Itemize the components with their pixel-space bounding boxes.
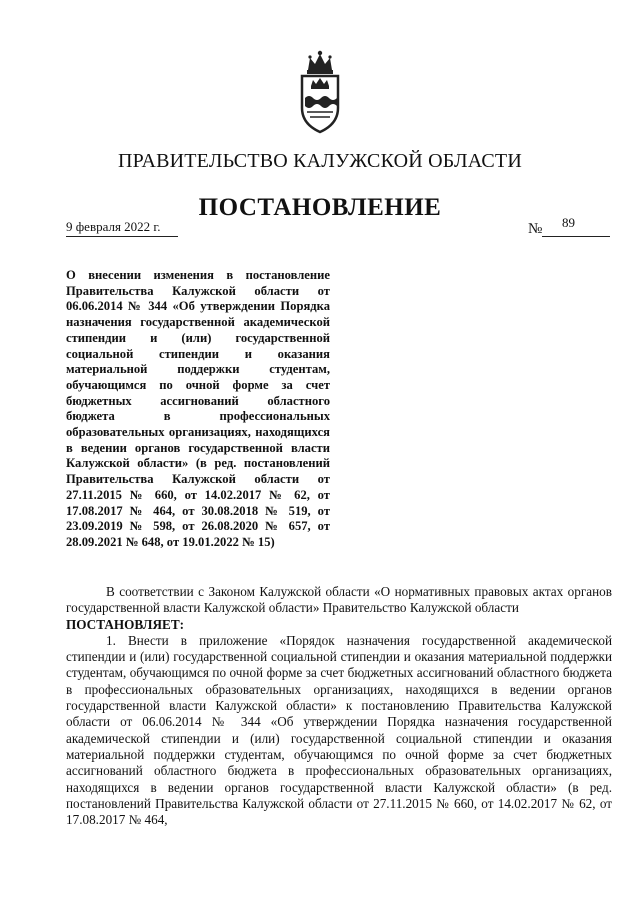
number-underline — [542, 236, 610, 237]
government-title: ПРАВИТЕЛЬСТВО КАЛУЖСКОЙ ОБЛАСТИ — [118, 150, 522, 172]
document-body — [66, 584, 612, 828]
preamble-paragraph: В соответствии с Законом Калужской области «О нормативных правовых актах органов государственной власти Калужской области» Правительство Калужской области — [66, 584, 612, 616]
document-date: 9 февраля 2022 г. — [66, 219, 178, 237]
number-label: № — [528, 221, 543, 237]
kaluga-coat-of-arms-icon — [294, 48, 346, 134]
document-subject: О внесении изменения в постановление Правительства Калужской области от 06.06.2014 № 344 «Об утверждении Порядка назначения государственной академической стипендии и (или) государственной социальной стипендии и оказания материальной поддержки студентам, обучающимся по очной форме за счет бюджетных ассигнований областного бюджета в профессиональных образовательных организациях, находящихся в ведении органов государственной власти Калужской области» (в ред. постановлений Правительства Калужской области от 27.11.2015 № 660, от 14.02.2017 № 62, от 17.08.2017 № 464, от 30.08.2018 № 519, от 23.09.2019 № 598, от 26.08.2020 № 657, от 28.09.2021 № 648, от 19.01.2022 № 15) — [66, 268, 330, 549]
item-1-paragraph: 1. Внести в приложение «Порядок назначения государственной академической стипендии и (или) государственной социальной стипендии и оказания материальной поддержки студентам, обучающимся по очной форме за счет бюджетных ассигнований областного бюджета в профессиональных образовательных организациях, находящихся в ведении органов государственной власти Калужской области» к постановлению Правительства Калужской области от 06.06.2014 № 344 «Об утверждении Порядка назначения государственной академической стипендии и (или) государственной социальной стипендии и оказания материальной поддержки студентам, обучающимся по очной форме за счет бюджетных ассигнований областного бюджета в профессиональных образовательных организациях, находящихся в ведении органов государственной власти Калужской области» (в ред. постановлений Правительства Калужской области от 27.11.2015 № 660, от 14.02.2017 № 62, от 17.08.2017 № 464, — [66, 632, 612, 828]
document-type: ПОСТАНОВЛЕНИЕ — [198, 194, 442, 221]
resolves-heading: ПОСТАНОВЛЯЕТ: — [66, 616, 185, 632]
document-number: 89 — [562, 215, 575, 230]
